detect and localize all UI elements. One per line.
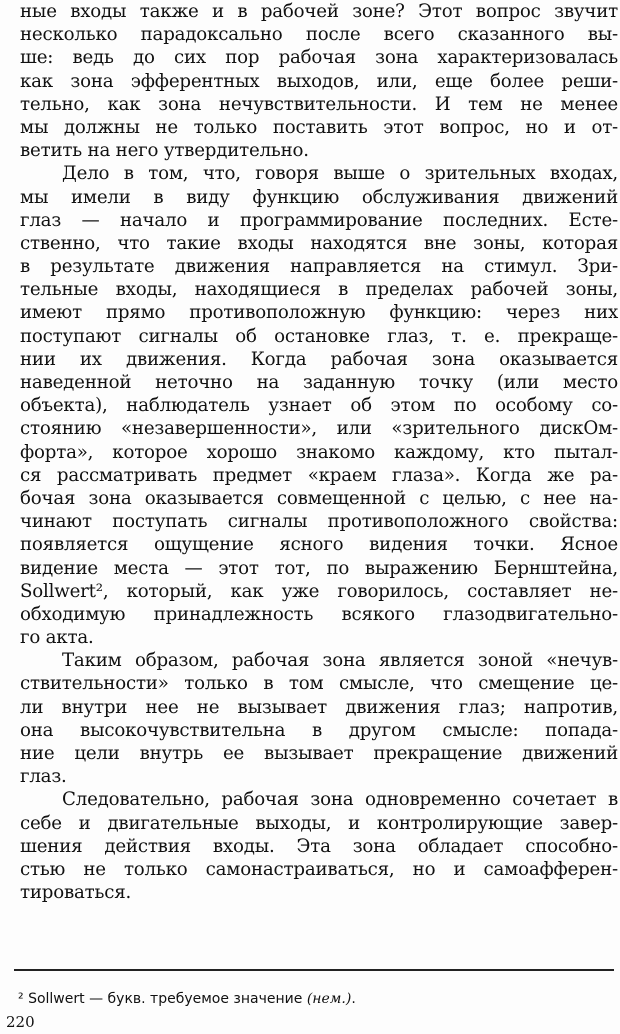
text-line: обходимую принадлежность всякого глазодвигательно- [20,603,618,625]
text-line: глаз. [20,766,67,788]
text-line: она высокочувствительна в другом смысле: попада- [20,719,618,741]
footnote-marker: ² [18,991,24,1007]
text-line: появляется ощущение ясного видения точки. Ясное [20,534,618,556]
footnote [18,990,356,1008]
text-line: ные входы также и в рабочей зоне? Этот вопрос звучит [20,1,618,22]
text-line: нии их движения. Когда рабочая зона оказывается [20,348,618,370]
body-text [20,0,618,904]
text-line: поступают сигналы об остановке глаз, т. е. прекраще- [20,325,618,347]
footnote-term: Sollwert [28,991,85,1007]
text-line: шения действия входы. Эта зона обладает способно- [20,835,618,857]
text-line: Sollwert², который, как уже говорилось, составляет не- [20,580,618,602]
text-line: мы имели в виду функцию обслуживания движений [20,186,618,208]
page-number: 220 [6,1013,35,1031]
text-line: себе и двигательные выходы, и контролирующие завер- [20,812,618,834]
text-line: Таким образом, рабочая зона является зоной «нечув- [62,650,618,672]
text-line: мы должны не только поставить этот вопрос, но и от- [20,116,618,138]
paragraph [20,788,618,904]
text-line: наведенной неточно на заданную точку (или место [20,372,618,393]
text-line: го акта. [20,627,94,649]
text-line: бочая зона оказывается совмещенной с целью, с нее на- [20,487,618,509]
paragraph [20,0,618,162]
text-line: объекта), наблюдатель узнает об этом по особому со- [20,395,618,417]
text-line: ветить на него утвердительно. [20,140,309,162]
text-line: глаз — начало и программирование последних. Есте- [20,209,618,231]
text-line: тельные входы, находящиеся в пределах рабочей зоны, [20,279,618,301]
text-line: ся рассматривать предмет «краем глаза». Когда же ра- [20,464,618,486]
text-line: Дело в том, что, говоря выше о зрительных входах, [62,163,618,185]
footnote-divider [14,969,614,971]
text-line: ше: ведь до сих пор рабочая зона характеризовалась [20,47,618,69]
text-line: ние цели внутрь ее вызывает прекращение движений [20,743,618,764]
text-line: ственно, что такие входы находятся вне зоны, которая [20,232,618,254]
text-line: стью не только самонастраиваться, но и самоафферен- [20,858,618,880]
text-line: стоянию «незавершенности», или «зрительного дискОм- [20,418,618,440]
footnote-text: — букв. требуемое значение [84,991,307,1007]
text-line: Следовательно, рабочая зона одновременно сочетает в [62,789,618,811]
text-line: тироваться. [20,882,132,904]
text-line: ли внутри нее не вызывает движения глаз; напротив, [20,696,618,718]
footnote-language: (нем.) [306,991,352,1007]
text-line: имеют прямо противоположную функцию: через них [20,302,618,324]
text-line: видение места — этот тот, по выражению Бернштейна, [20,557,618,579]
text-line: форта», которое хорошо знакомо каждому, кто пытал- [20,441,618,463]
text-line: ствительности» только в том смысле, что смещение це- [20,673,618,695]
paragraph [20,649,618,788]
text-line: чинают поступать сигналы противоположного свойства: [20,511,618,533]
paragraph [20,162,618,649]
text-line: в результате движения направляется на стимул. Зри- [20,256,618,278]
text-line: тельно, как зона нечувствительности. И тем не менее [20,93,618,115]
footnote-end: . [351,991,356,1007]
text-line: несколько парадоксально после всего сказанного вы- [20,24,618,46]
text-line: как зона эфферентных выходов, или, еще более реши- [20,70,618,92]
